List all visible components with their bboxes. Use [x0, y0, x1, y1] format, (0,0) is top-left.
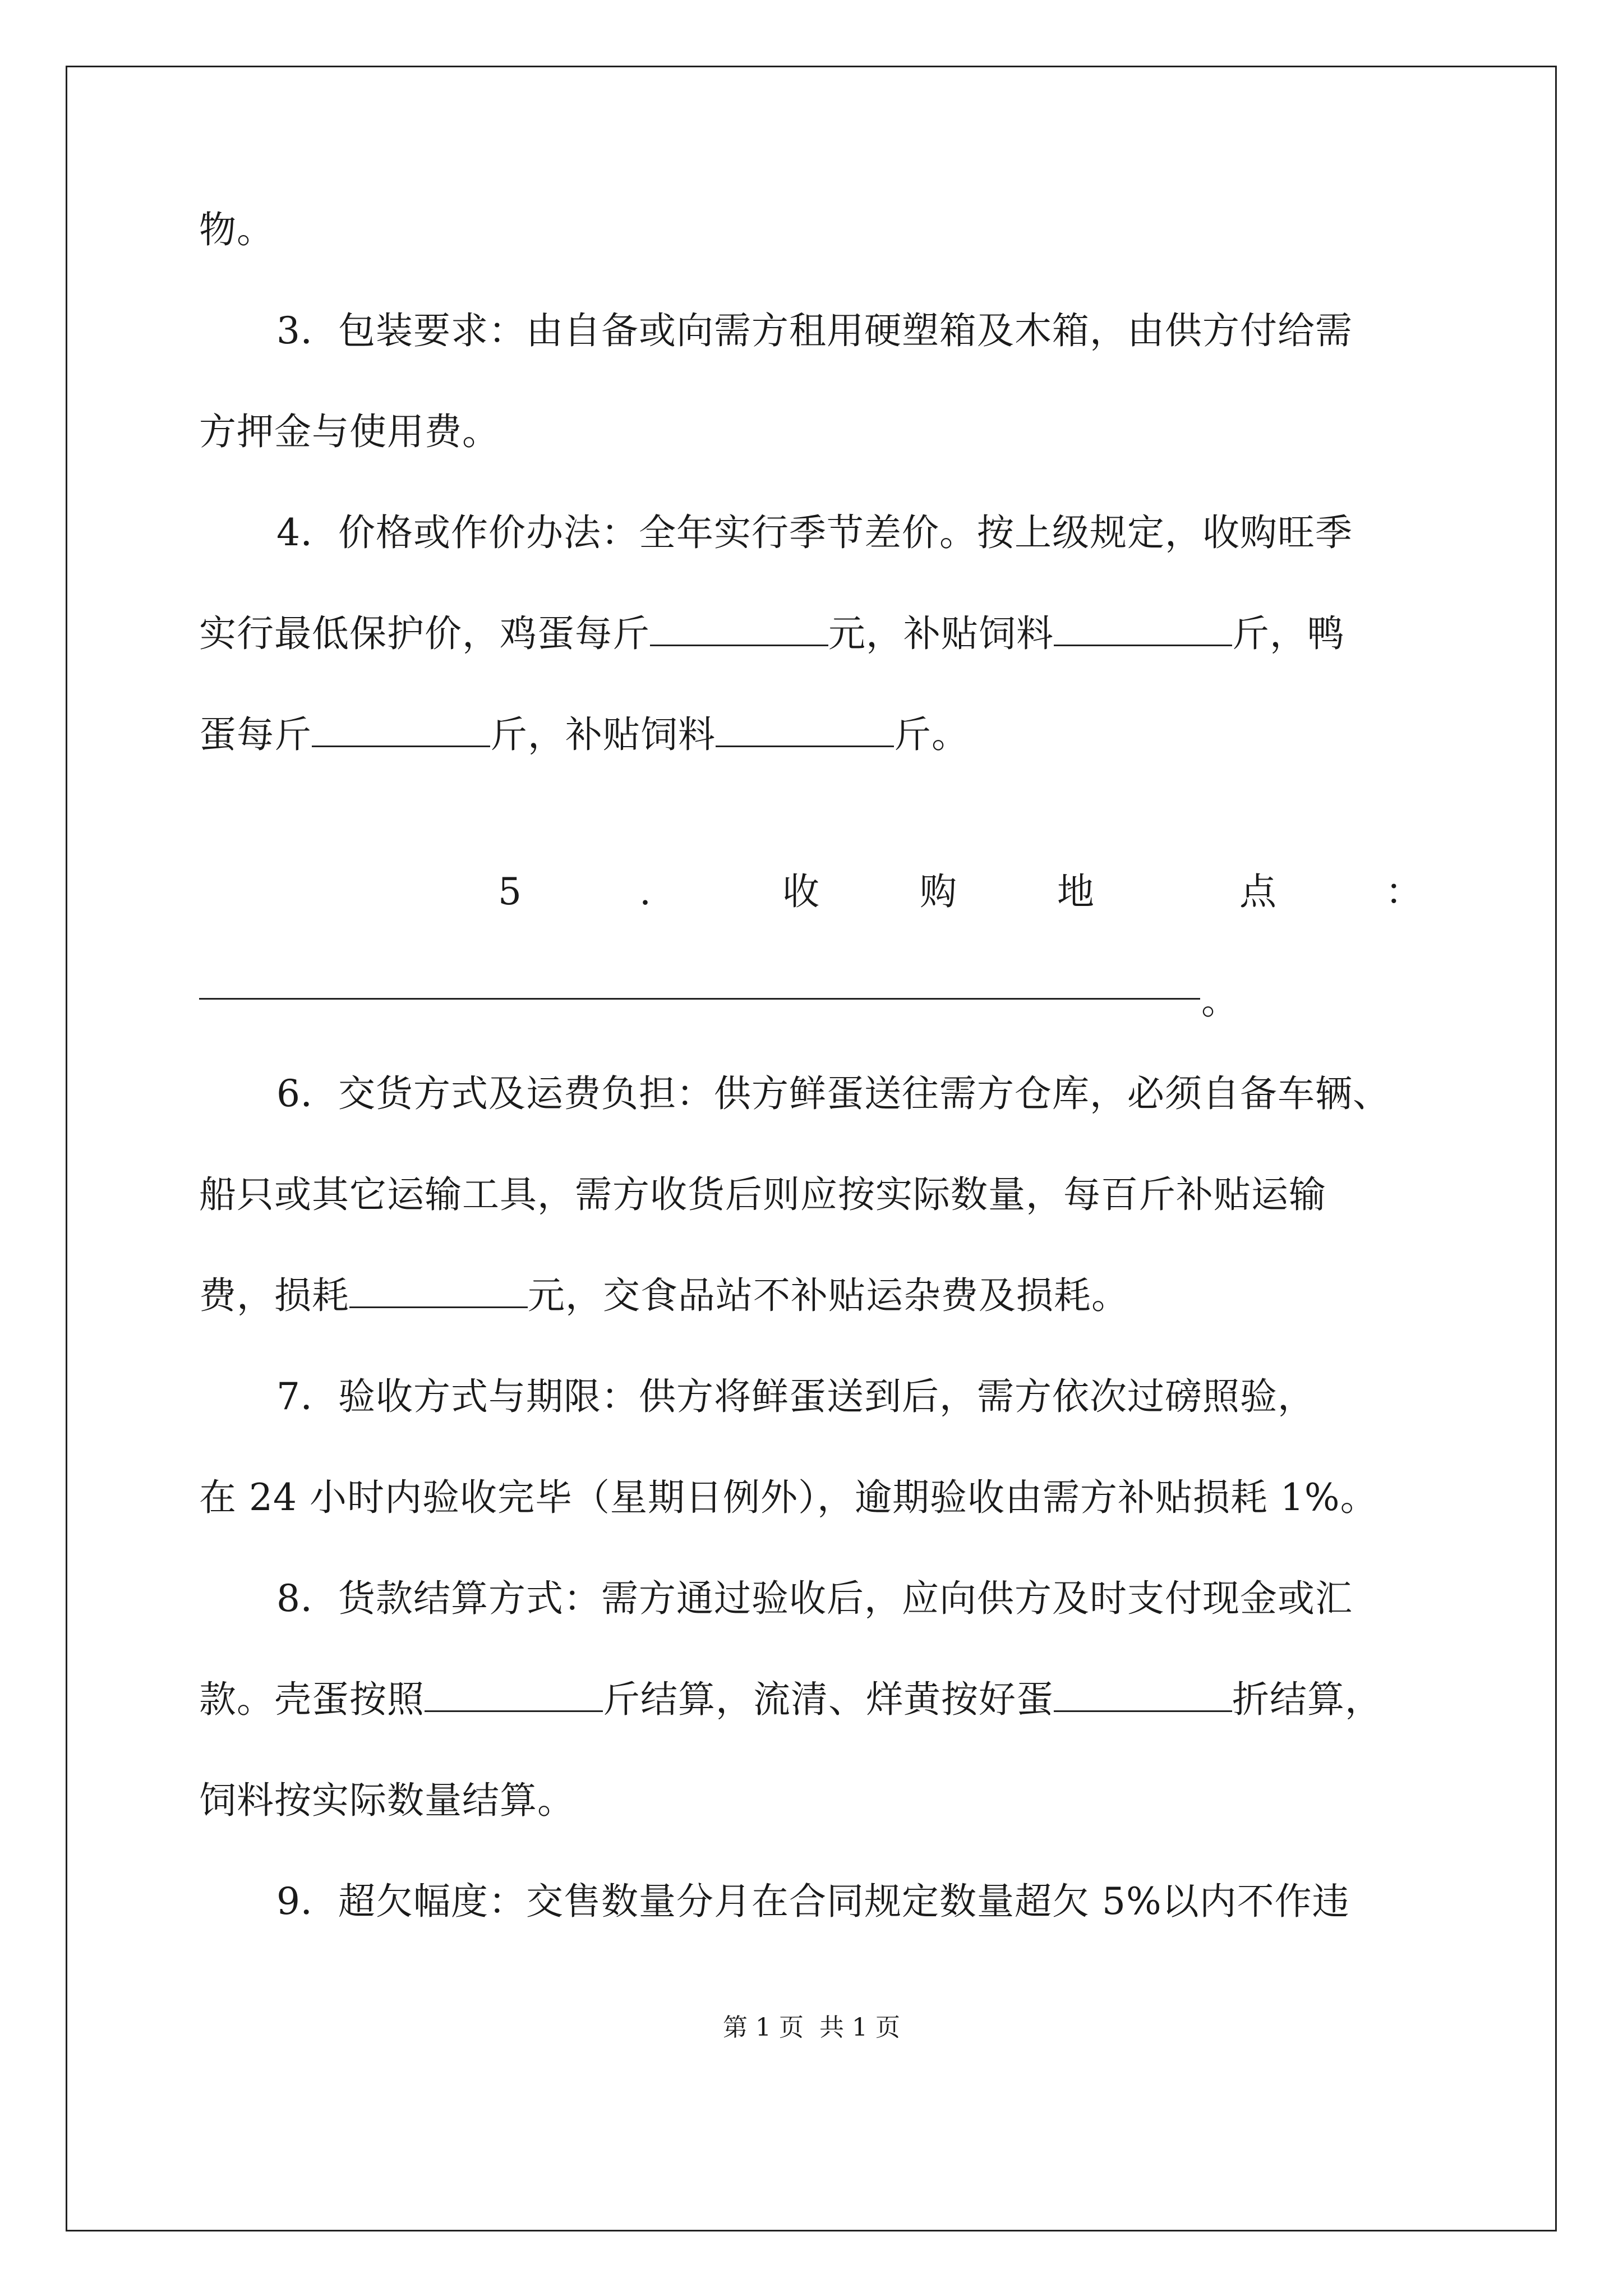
fill-blank-long: [199, 998, 1200, 1000]
clause-4-line-3: [199, 710, 969, 760]
clause-8-line-3: 饲料按实际数量结算。: [199, 1779, 575, 1822]
fill-blank: [1054, 1678, 1232, 1712]
fill-blank: [425, 1678, 603, 1712]
clause-5-char: 购: [920, 870, 957, 913]
clause-5-char: .: [639, 870, 651, 913]
clause-9-line-1: 9．超欠幅度：交售数量分月在合同规定数量超欠 5%以内不作违: [276, 1880, 1350, 1923]
fill-blank: [650, 612, 828, 646]
text-segment: 款。壳蛋按照: [199, 1678, 425, 1721]
page-footer: [0, 2011, 1623, 2045]
clause-7-line-1: 7．验收方式与期限：供方将鲜蛋送到后，需方依次过磅照验，: [276, 1375, 1315, 1418]
clause-5-char: 5: [498, 870, 522, 913]
text-segment: 斤结算，流清、烊黄按好蛋: [603, 1678, 1054, 1721]
clause-5-char: ：: [1385, 870, 1422, 913]
clause-5-char: 收: [782, 870, 819, 913]
text-segment: 。: [1201, 979, 1238, 1023]
fill-blank: [716, 713, 894, 747]
text-segment: 实行最低保护价，鸡蛋每斤: [199, 612, 650, 655]
clause-4-line-1: 4．价格或作价办法：全年实行季节差价。按上级规定，收购旺季: [276, 511, 1353, 554]
text-segment: 元，补贴饲料: [828, 612, 1054, 655]
fill-blank: [349, 1274, 528, 1308]
clause-6-line-1: 6．交货方式及运费负担：供方鲜蛋送往需方仓库，必须自备车辆、: [276, 1072, 1390, 1115]
clause-4-line-2: [199, 609, 1345, 659]
clause-5-char: 地: [1057, 870, 1094, 913]
clause-8-line-1: 8．货款结算方式：需方通过验收后，应向供方及时支付现金或汇: [276, 1577, 1353, 1620]
page-number: 第 1 页: [723, 2013, 804, 2042]
clause-3-line-1: 3．包装要求：由自备或向需方租用硬塑箱及木箱，由供方付给需: [276, 309, 1353, 352]
clause-6-line-3: [199, 1271, 1129, 1321]
clause-5-char: 点: [1239, 870, 1276, 913]
clause-7-line-2: 在 24 小时内验收完毕（星期日例外），逾期验收由需方补贴损耗 1%。: [199, 1476, 1378, 1519]
text-segment: 元，交食品站不补贴运杂费及损耗。: [528, 1274, 1129, 1317]
text-segment: 斤，补贴饲料: [490, 713, 716, 756]
text-segment: 斤。: [894, 713, 969, 756]
clause-6-line-2: 船只或其它运输工具，需方收货后则应按实际数量，每百斤补贴运输: [199, 1173, 1326, 1216]
text-segment: 费，损耗: [199, 1274, 349, 1317]
clause-8-line-2: [199, 1674, 1382, 1725]
page-total: 共 1 页: [819, 2013, 900, 2042]
paragraph-line: 物。: [199, 208, 274, 251]
text-segment: 折结算，: [1232, 1678, 1382, 1721]
clause-5-line-1: [0, 867, 1623, 917]
text-segment: 蛋每斤: [199, 713, 312, 756]
fill-blank: [312, 713, 490, 747]
text-segment: 斤，鸭: [1232, 612, 1345, 655]
clause-3-line-2: 方押金与使用费。: [199, 410, 500, 453]
fill-blank: [1054, 612, 1232, 646]
